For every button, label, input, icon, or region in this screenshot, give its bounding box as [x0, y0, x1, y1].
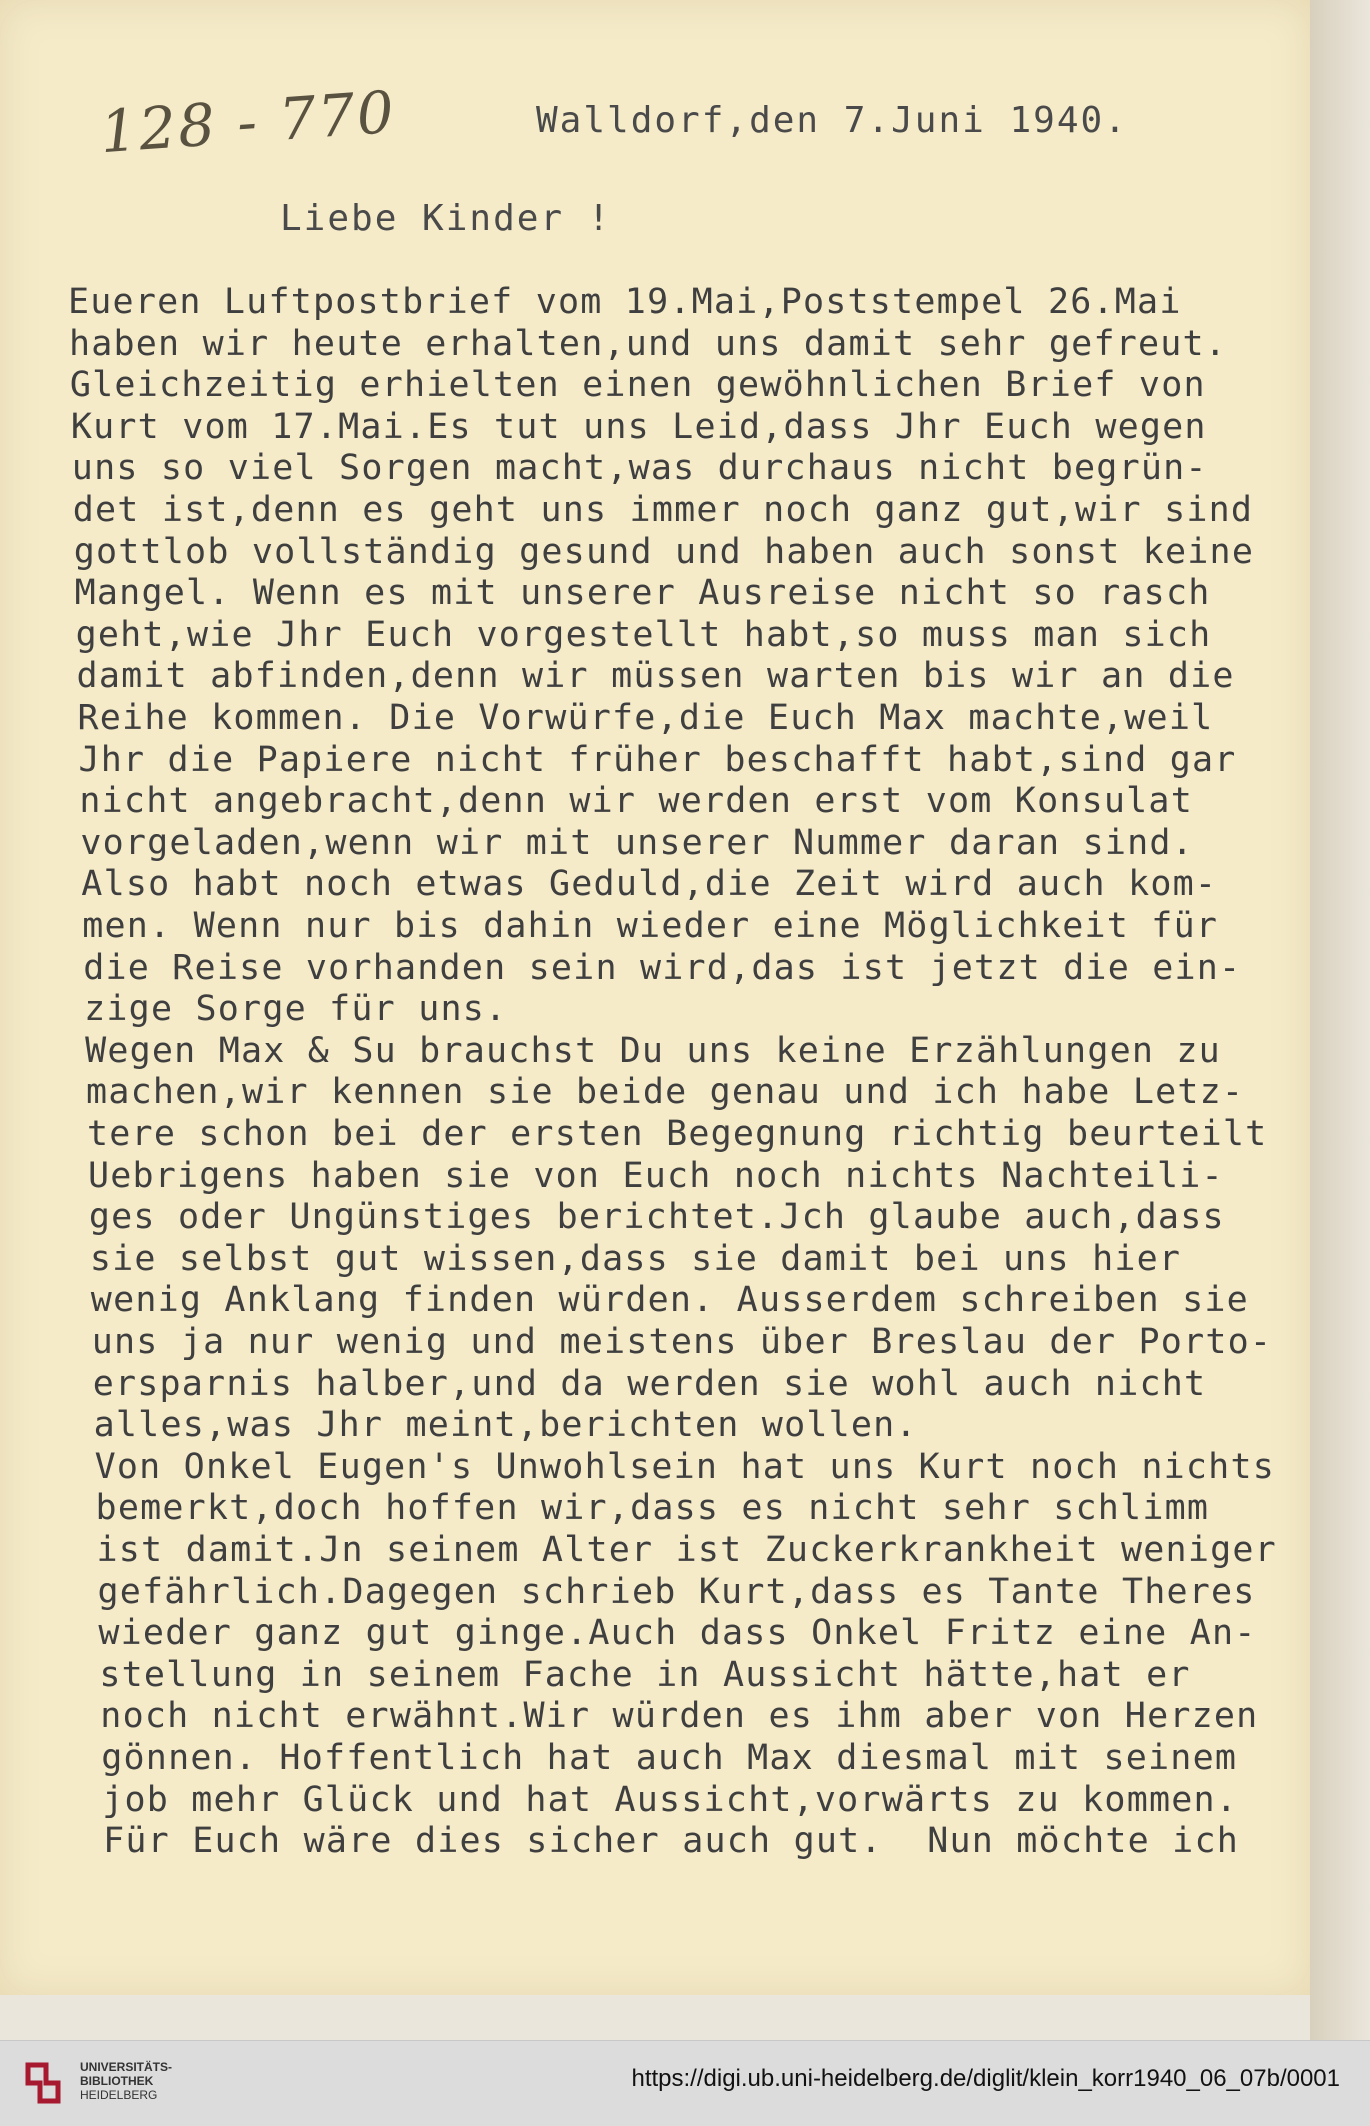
letter-line: men. Wenn nur bis dahin wieder eine Möglichkeit für	[82, 906, 1219, 946]
letter-line: wieder ganz gut ginge.Auch dass Onkel Fritz eine An-	[98, 1613, 1257, 1654]
letter-line: machen,wir kennen sie beide genau und ich habe Letz-	[86, 1072, 1245, 1113]
letter-line: Jhr die Papiere nicht früher beschafft habt,sind gar	[78, 739, 1237, 780]
letter-line: bemerkt,doch hoffen wir,dass es nicht sehr schlimm	[95, 1488, 1210, 1529]
logo-line-3: HEIDELBERG	[80, 2088, 158, 2102]
letter-line: Uebrigens haben sie von Euch noch nichts Nachteili-	[87, 1155, 1224, 1196]
letter-line: noch nicht erwähnt.Wir würden es ihm aber von Herzen	[100, 1696, 1259, 1737]
letter-line: stellung in seinem Fache in Aussicht hätte,hat er	[99, 1654, 1191, 1695]
letter-line: alles,was Jhr meint,berichten wollen.	[93, 1405, 918, 1446]
letter-line: job mehr Glück und hat Aussicht,vorwärts zu kommen.	[102, 1779, 1239, 1820]
letter-line: Also habt noch etwas Geduld,die Zeit wird auch kom-	[81, 864, 1218, 905]
university-library-logo-icon	[18, 2057, 68, 2107]
letter-line: Für Euch wäre dies sicher auch gut. Nun möchte ich	[103, 1821, 1240, 1862]
letter-line: gottlob vollständig gesund und haben auch sonst keine	[73, 531, 1255, 572]
logo-line-2: BIBLIOTHEK	[80, 2074, 154, 2088]
letter-line: nicht angebracht,denn wir werden erst vom Konsulat	[79, 781, 1193, 822]
letter-line: Gleichzeitig erhielten einen gewöhnlichen Brief von	[69, 365, 1206, 406]
letter-line: Mangel. Wenn es mit unserer Ausreise nicht so rasch	[74, 573, 1211, 614]
letter-line: gefährlich.Dagegen schrieb Kurt,dass es Tante Theres	[97, 1571, 1256, 1612]
letter-line: sie selbst gut wissen,dass sie damit bei uns hier	[89, 1238, 1182, 1279]
letter-line: gönnen. Hoffentlich hat auch Max diesmal mit seinem	[101, 1738, 1238, 1778]
letter-line: ersparnis halber,und da werden sie wohl auch nicht	[92, 1363, 1207, 1404]
letter-line: Kurt vom 17.Mai.Es tut uns Leid,dass Jhr Euch wegen	[70, 406, 1207, 447]
letter-greeting: Liebe Kinder !	[280, 198, 612, 239]
letter-line: uns so viel Sorgen macht,was durchaus nicht begrün-	[71, 448, 1208, 489]
letter-line: tere schon bei der ersten Begegnung richtig beurteilt	[87, 1114, 1268, 1154]
letter-line: ges oder Ungünstiges berichtet.Jch glaube auch,dass	[88, 1197, 1225, 1238]
letter-line: det ist,denn es geht uns immer noch ganz gut,wir sind	[72, 490, 1254, 530]
logo-line-1: UNIVERSITÄTS-	[80, 2060, 173, 2074]
letter-line: zige Sorge für uns.	[84, 989, 508, 1030]
letter-date: Walldorf,den 7.Juni 1940.	[536, 100, 1128, 141]
letter-line: Reihe kommen. Die Vorwürfe,die Euch Max machte,weil	[77, 698, 1214, 738]
letter-line: wenig Anklang finden würden. Ausserdem schreiben sie	[90, 1280, 1249, 1321]
letter-line: ist damit.Jn seinem Alter ist Zuckerkrankheit weniger	[96, 1530, 1277, 1570]
university-library-logo-text	[80, 2060, 172, 2102]
letter-line: vorgeladen,wenn wir mit unserer Nummer daran sind.	[80, 822, 1194, 863]
page-edge-shadow	[1310, 0, 1370, 2040]
letter-line: Wegen Max & Su brauchst Du uns keine Erzählungen zu	[85, 1030, 1221, 1071]
archive-number-handwritten: 128 - 770	[97, 77, 398, 167]
letter-line: Eueren Luftpostbrief vom 19.Mai,Poststempel 26.Mai	[68, 282, 1182, 322]
letter-line: Von Onkel Eugen's Unwohlsein hat uns Kurt noch nichts	[94, 1446, 1275, 1487]
letter-line: die Reise vorhanden sein wird,das ist jetzt die ein-	[83, 947, 1242, 988]
permalink-url[interactable]: https://digi.ub.uni-heidelberg.de/diglit/klein_korr1940_06_07b/0001	[631, 2065, 1340, 2092]
letter-line: uns ja nur wenig und meistens über Breslau der Porto-	[91, 1322, 1273, 1362]
letter-line: geht,wie Jhr Euch vorgestellt habt,so muss man sich	[75, 614, 1212, 655]
letter-line: haben wir heute erhalten,und uns damit sehr gefreut.	[68, 323, 1228, 364]
letter-line: damit abfinden,denn wir müssen warten bis wir an die	[76, 656, 1235, 697]
